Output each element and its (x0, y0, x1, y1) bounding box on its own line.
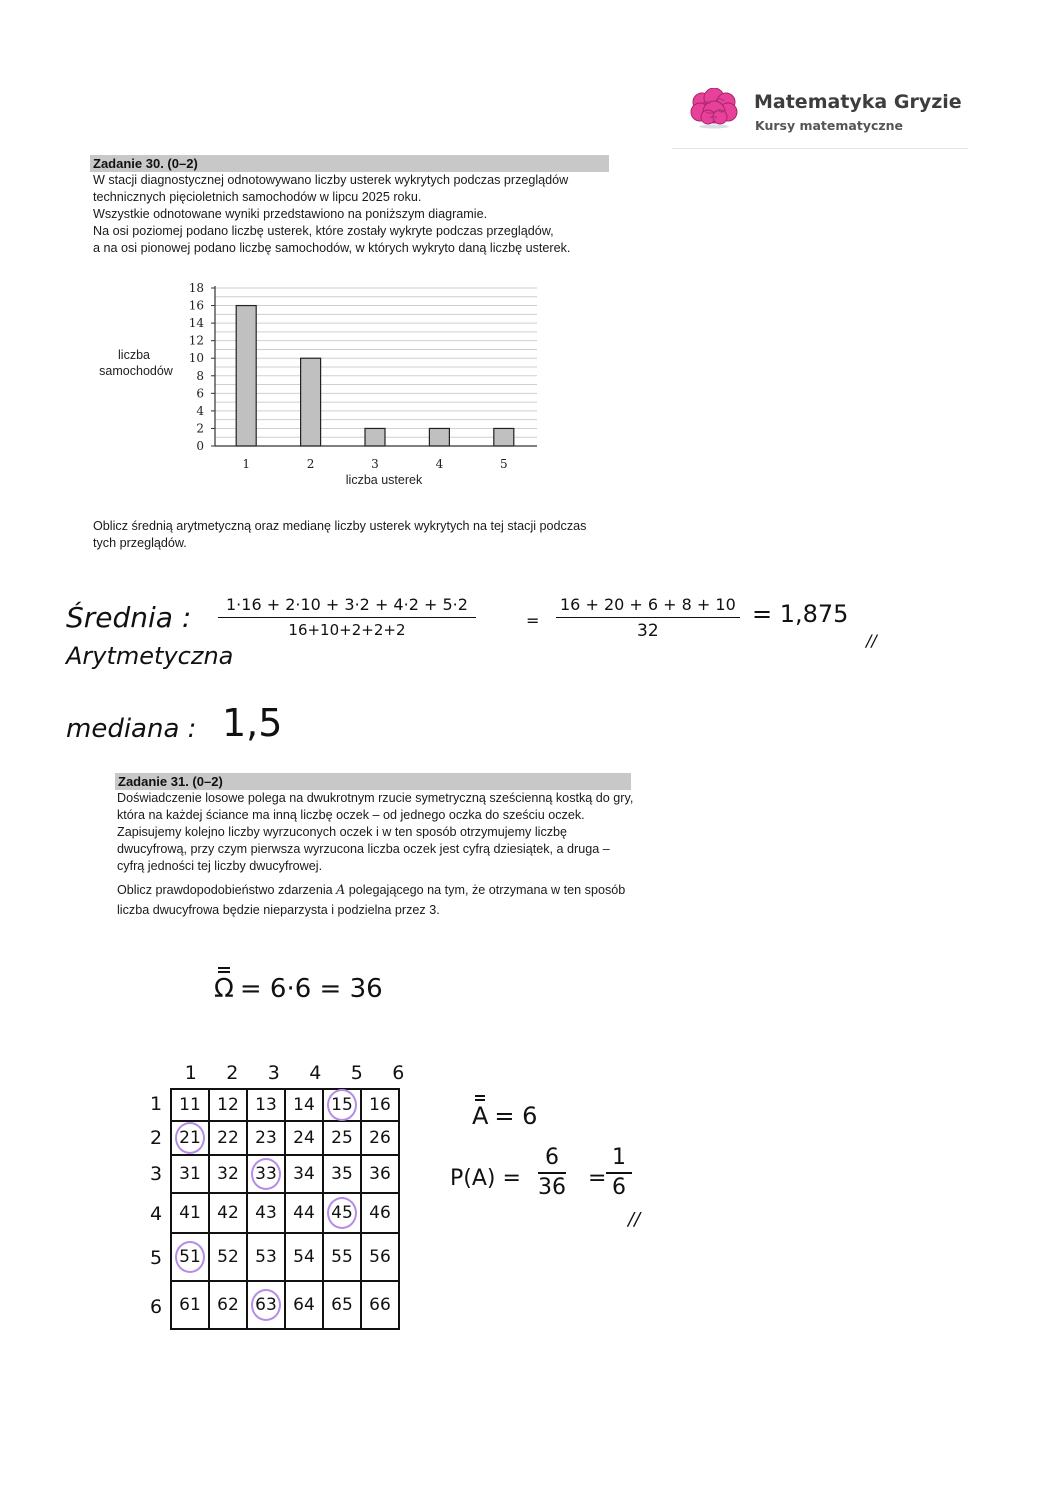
result-denominator: 6 (612, 1174, 626, 1200)
task-31-header: Zadanie 31. (0–2) (115, 773, 631, 790)
row-header: 5 (150, 1247, 163, 1270)
x-tick-label: 5 (499, 457, 508, 471)
x-tick-label: 1 (242, 457, 251, 471)
y-tick-label: 6 (196, 386, 204, 401)
task-30-intro-line: W stacji diagnostycznej odnotowywano liczby usterek wykrytych podczas przeglądów (93, 173, 569, 187)
grid-cell: 36 (361, 1155, 399, 1193)
grid-cell: 61 (171, 1281, 209, 1329)
row-header: 6 (150, 1295, 163, 1318)
task-31-intro-line: dwucyfrową, przy czym pierwsza wyrzucona liczba oczek jest cyfrą dziesiątek, a druga – (117, 842, 610, 856)
grid-row (171, 1281, 399, 1329)
grid-cell: 52 (209, 1233, 247, 1281)
grid-cell-circled: 33 (247, 1155, 285, 1193)
grid-cell: 12 (209, 1089, 247, 1121)
column-header: 6 (392, 1062, 405, 1084)
grid-cell: 64 (285, 1281, 323, 1329)
done-mark: // (866, 631, 877, 650)
chart-gridlines (215, 288, 537, 437)
grid-row (171, 1155, 399, 1193)
bar-5 (494, 428, 514, 446)
task-31-intro-line: cyfrą jedności tej liczby dwucyfrowej. (117, 859, 323, 873)
grid-cell: 22 (209, 1121, 247, 1155)
median-value: 1,5 (222, 701, 283, 745)
grid-cell: 11 (171, 1089, 209, 1121)
a-value: = 6 (494, 1102, 538, 1130)
grid-cell: 25 (323, 1121, 361, 1155)
grid-cell: 44 (285, 1193, 323, 1233)
brain-icon (688, 88, 740, 130)
question-text: Oblicz prawdopodobieństwo zdarzenia (117, 883, 333, 897)
equals-sign: = (588, 1166, 607, 1191)
outcomes-grid (170, 1088, 400, 1330)
bar-2 (301, 358, 321, 446)
grid-cell-circled: 63 (247, 1281, 285, 1329)
grid-cell: 54 (285, 1233, 323, 1281)
x-axis-label: liczba usterek (345, 473, 423, 487)
mean-denominator-2: 32 (637, 621, 659, 642)
mean-denominator-1: 16+10+2+2+2 (288, 621, 406, 640)
column-header: 2 (226, 1062, 239, 1084)
grid-cell: 32 (209, 1155, 247, 1193)
grid-column-headers (170, 1062, 422, 1084)
y-tick-label: 14 (188, 316, 204, 331)
row-header: 2 (150, 1126, 163, 1149)
bar-4 (429, 428, 449, 446)
mean-fraction-1 (218, 596, 476, 639)
task-31-question (117, 880, 677, 920)
event-variable: A (336, 882, 346, 897)
mean-numerator-2: 16 + 20 + 6 + 8 + 10 (560, 595, 736, 614)
done-mark: // (628, 1209, 641, 1230)
column-header: 3 (267, 1062, 280, 1084)
logo-divider (672, 148, 968, 149)
mean-result: = 1,875 (752, 600, 849, 628)
event-cardinality (472, 1094, 537, 1130)
task-30-intro (93, 172, 633, 257)
y-tick-label: 8 (196, 368, 204, 383)
logo-subtitle: Kursy matematyczne (755, 118, 904, 133)
bar-1 (236, 306, 256, 446)
grid-cell: 53 (247, 1233, 285, 1281)
question-text: polegającego na tym, że otrzymana w ten sposób (348, 883, 626, 897)
row-header: 4 (150, 1202, 163, 1225)
grid-cell: 66 (361, 1281, 399, 1329)
a-symbol (472, 1094, 488, 1130)
logo-title: Matematyka Gryzie (754, 91, 962, 113)
task-30-intro-line: a na osi pionowej podano liczbę samochodów, w których wykryto daną liczbę usterek. (93, 241, 571, 255)
grid-row (171, 1089, 399, 1121)
median-label: mediana : (66, 714, 197, 744)
grid-cell-circled: 15 (323, 1089, 361, 1121)
task-30-header: Zadanie 30. (0–2) (90, 155, 609, 172)
grid-cell: 14 (285, 1089, 323, 1121)
task-31-question-line (117, 880, 677, 900)
grid-cell: 43 (247, 1193, 285, 1233)
task-30-question-line: Oblicz średnią arytmetyczną oraz medianę liczby usterek wykrytych na tej stacji podczas (93, 519, 587, 533)
grid-cell: 62 (209, 1281, 247, 1329)
y-tick-label: 10 (188, 351, 204, 366)
grid-cell: 13 (247, 1089, 285, 1121)
grid-cell: 41 (171, 1193, 209, 1233)
x-tick-label: 2 (306, 457, 315, 471)
grid-cell: 56 (361, 1233, 399, 1281)
grid-cell-circled: 21 (171, 1121, 209, 1155)
grid-cell: 35 (323, 1155, 361, 1193)
task-30-intro-line: technicznych pięcioletnich samochodów w lipcu 2025 roku. (93, 190, 422, 204)
grid-row (171, 1121, 399, 1155)
probability-label: P(A) = (450, 1166, 521, 1191)
grid-cell: 55 (323, 1233, 361, 1281)
task-30-intro-line: Wszystkie odnotowane wyniki przedstawiono na poniższym diagramie. (93, 207, 488, 221)
mean-numerator-1: 1·16 + 2·10 + 3·2 + 4·2 + 5·2 (226, 595, 468, 614)
y-axis-label-line2: samochodów (99, 364, 173, 378)
probability-denominator: 36 (538, 1174, 566, 1200)
x-tick-label: 3 (371, 457, 379, 471)
omega-char: Ω (214, 974, 234, 1004)
task-31-intro-line: Zapisujemy kolejno liczby wyrzuconych oczek i w ten sposób otrzymujemy liczbę (117, 825, 568, 839)
y-tick-label: 4 (196, 403, 204, 418)
bar-chart (90, 275, 560, 495)
mean-fraction-2 (556, 596, 740, 641)
task-30-question (93, 518, 633, 552)
task-30-question-line: tych przeglądów. (93, 536, 187, 550)
column-header: 4 (309, 1062, 322, 1084)
grid-cell: 42 (209, 1193, 247, 1233)
x-tick-label: 4 (435, 457, 444, 471)
a-char: A (472, 1102, 489, 1130)
y-tick-labels (189, 281, 215, 453)
column-header: 5 (350, 1062, 363, 1084)
mean-label-2: Arytmetyczna (66, 642, 234, 670)
grid-cell: 46 (361, 1193, 399, 1233)
y-axis-label-line1: liczba (118, 348, 150, 362)
task-31-intro-line: która na każdej ściance ma inną liczbę oczek – od jednego oczka do sześciu oczek. (117, 808, 585, 822)
omega-value: = 6·6 = 36 (239, 974, 383, 1004)
cardinality-mark (473, 1094, 487, 1102)
equals-sign: = (526, 611, 540, 630)
x-tick-labels (242, 457, 507, 471)
cardinality-mark (216, 966, 232, 974)
result-numerator: 1 (612, 1145, 626, 1170)
grid-cell-circled: 51 (171, 1233, 209, 1281)
task-31-intro-line: Doświadczenie losowe polega na dwukrotnym rzucie symetryczną sześcienną kostką do gry, (117, 791, 634, 805)
y-tick-label: 16 (188, 298, 204, 313)
grid-cell: 16 (361, 1089, 399, 1121)
bar-3 (365, 428, 385, 446)
row-header: 3 (150, 1163, 163, 1186)
y-tick-label: 12 (188, 333, 204, 348)
grid-cell-circled: 45 (323, 1193, 361, 1233)
task-30-intro-line: Na osi poziomej podano liczbę usterek, które zostały wykryte podczas przeglądów, (93, 224, 554, 238)
grid-cell: 23 (247, 1121, 285, 1155)
y-tick-label: 0 (196, 439, 204, 453)
mean-label: Średnia : (66, 601, 192, 634)
probability-fraction (538, 1146, 566, 1200)
probability-result (606, 1146, 632, 1200)
y-tick-label: 18 (188, 281, 204, 295)
task-31-question-line: liczba dwucyfrowa będzie nieparzysta i podzielna przez 3. (117, 903, 440, 917)
grid-cell: 24 (285, 1121, 323, 1155)
grid-row (171, 1233, 399, 1281)
column-header: 1 (184, 1062, 197, 1084)
grid-cell: 65 (323, 1281, 361, 1329)
grid-cell: 34 (285, 1155, 323, 1193)
task-31-intro (117, 790, 657, 875)
grid-row (171, 1193, 399, 1233)
grid-cell: 26 (361, 1121, 399, 1155)
omega-symbol (214, 966, 234, 1004)
grid-cell: 31 (171, 1155, 209, 1193)
row-header: 1 (150, 1093, 163, 1116)
omega-expression (214, 966, 383, 1004)
probability-numerator: 6 (545, 1145, 559, 1170)
y-tick-label: 2 (196, 421, 204, 436)
